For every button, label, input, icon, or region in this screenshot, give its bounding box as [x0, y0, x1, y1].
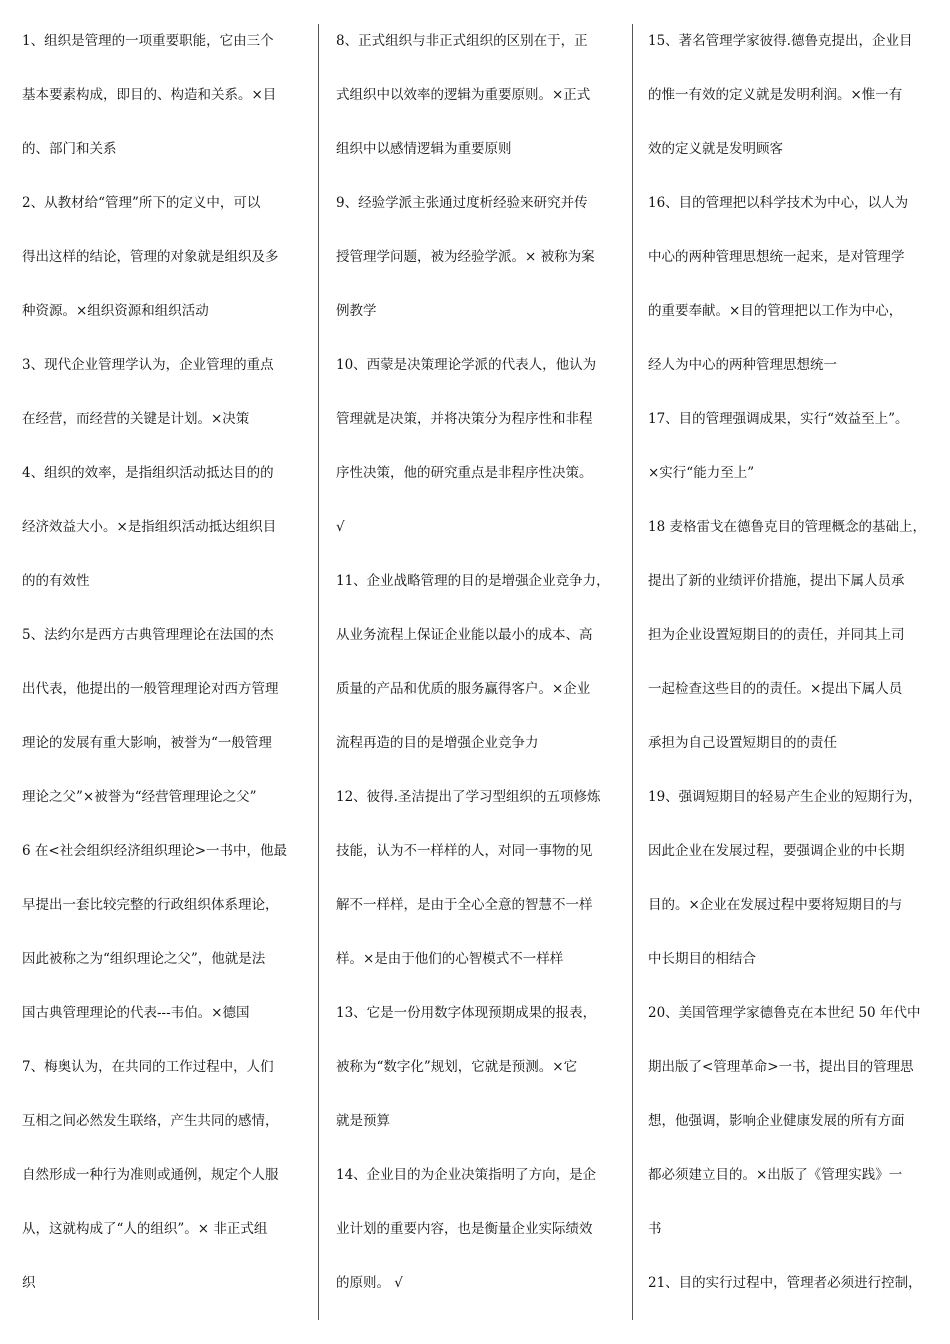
- text-line: 书: [648, 1221, 662, 1237]
- text-line: ×实行“能力至上”: [648, 465, 755, 481]
- text-line: 11、企业战略管理的目的是增强企业竞争力，: [336, 573, 610, 589]
- text-line: 的、部门和关系: [22, 141, 117, 157]
- text-line: 都必须建立目的。×出版了《管理实践》一: [648, 1167, 903, 1183]
- text-line: 7、梅奥认为，在共同的工作过程中，人们: [22, 1059, 274, 1075]
- text-line: 从业务流程上保证企业能以最小的成本、高: [336, 627, 593, 643]
- text-line: 1、组织是管理的一项重要职能，它由三个: [22, 33, 274, 49]
- text-line: 10、西蒙是决策理论学派的代表人，他认为: [336, 357, 597, 373]
- text-line: 自然形成一种行为准则或通例，规定个人服: [22, 1167, 279, 1183]
- text-line: 17、目的管理强调成果，实行“效益至上”。: [648, 411, 909, 427]
- text-line: 中长期目的相结合: [648, 951, 756, 967]
- text-line: 技能，认为不一样样的人，对同一事物的见: [336, 843, 593, 859]
- text-line: 样。×是由于他们的心智模式不一样样: [336, 951, 564, 967]
- text-line: 4、组织的效率，是指组织活动抵达目的的: [22, 465, 274, 481]
- text-line: 业计划的重要内容，也是衡量企业实际绩效: [336, 1221, 593, 1237]
- column-divider-1: [318, 24, 319, 1320]
- text-line: 例教学: [336, 303, 377, 319]
- text-line: 理论之父”×被誉为“经营管理理论之父”: [22, 789, 257, 805]
- text-line: 因此企业在发展过程，要强调企业的中长期: [648, 843, 905, 859]
- text-line: 国古典管理理论的代表---韦伯。×德国: [22, 1005, 250, 1021]
- text-line: 解不一样样，是由于全心全意的智慧不一样: [336, 897, 593, 913]
- text-line: 提出了新的业绩评价措施，提出下属人员承: [648, 573, 905, 589]
- text-line: 从，这就构成了“人的组织”。× 非正式组: [22, 1221, 268, 1237]
- text-line: 经人为中心的两种管理思想统一: [648, 357, 837, 373]
- text-line: 的重要奉献。×目的管理把以工作为中心，: [648, 303, 903, 319]
- text-line: 经济效益大小。×是指组织活动抵达组织目: [22, 519, 277, 535]
- text-line: 互相之间必然发生联络，产生共同的感情，: [22, 1113, 279, 1129]
- text-line: 担为企业设置短期目的的责任，并同其上司: [648, 627, 905, 643]
- text-line: 13、它是一份用数字体现预期成果的报表，: [336, 1005, 597, 1021]
- text-line: 出代表，他提出的一般管理理论对西方管理: [22, 681, 279, 697]
- text-line: √: [336, 519, 345, 535]
- text-line: 得出这样的结论，管理的对象就是组织及多: [22, 249, 279, 265]
- text-line: 16、目的管理把以科学技术为中心，以人为: [648, 195, 909, 211]
- text-line: 授管理学问题，被为经验学派。× 被称为案: [336, 249, 595, 265]
- text-line: 9、经验学派主张通过度析经验来研究并传: [336, 195, 588, 211]
- text-line: 的惟一有效的定义就是发明利润。×惟一有: [648, 87, 903, 103]
- text-line: 3、现代企业管理学认为，企业管理的重点: [22, 357, 274, 373]
- text-line: 流程再造的目的是增强企业竞争力: [336, 735, 539, 751]
- text-line: 就是预算: [336, 1113, 390, 1129]
- text-line: 式组织中以效率的逻辑为重要原则。×正式: [336, 87, 591, 103]
- text-line: 15、著名管理学家彼得.德鲁克提出，企业目: [648, 33, 913, 49]
- text-line: 8、正式组织与非正式组织的区别在于，正: [336, 33, 588, 49]
- text-line: 织: [22, 1275, 36, 1291]
- text-column-1: [22, 14, 318, 1310]
- text-line: 2、从教材给“管理”所下的定义中，可以: [22, 195, 261, 211]
- text-line: 种资源。×组织资源和组织活动: [22, 303, 209, 319]
- text-line: 早提出一套比较完整的行政组织体系理论，: [22, 897, 279, 913]
- text-line: 21、目的实行过程中，管理者必须进行控制，: [648, 1275, 922, 1291]
- text-line: 期出版了<管理革命>一书，提出目的管理思: [648, 1059, 914, 1075]
- text-line: 中心的两种管理思想统一起来，是对管理学: [648, 249, 905, 265]
- text-line: 质量的产品和优质的服务赢得客户。×企业: [336, 681, 591, 697]
- text-line: 5、法约尔是西方古典管理理论在法国的杰: [22, 627, 274, 643]
- text-line: 目的。×企业在发展过程中要将短期目的与: [648, 897, 903, 913]
- text-line: 的的有效性: [22, 573, 90, 589]
- text-line: 效的定义就是发明顾客: [648, 141, 783, 157]
- text-line: 承担为自己设置短期目的的责任: [648, 735, 837, 751]
- text-line: 理论的发展有重大影响，被誉为“一般管理: [22, 735, 272, 751]
- text-line: 序性决策，他的研究重点是非程序性决策。: [336, 465, 593, 481]
- text-line: 想，他强调，影响企业健康发展的所有方面: [648, 1113, 905, 1129]
- text-line: 管理就是决策，并将决策分为程序性和非程: [336, 411, 593, 427]
- text-line: 组织中以感情逻辑为重要原则: [336, 141, 512, 157]
- text-line: 因此被称之为“组织理论之父”，他就是法: [22, 951, 266, 967]
- text-line: 基本要素构成，即目的、构造和关系。×目: [22, 87, 277, 103]
- text-line: 14、企业目的为企业决策指明了方向，是企: [336, 1167, 597, 1183]
- text-line: 被称为“数字化”规划，它就是预测。×它: [336, 1059, 578, 1075]
- text-line: 一起检查这些目的的责任。×提出下属人员: [648, 681, 903, 697]
- text-line: 12、彼得.圣洁提出了学习型组织的五项修炼: [336, 789, 601, 805]
- text-line: 的原则。 √: [336, 1275, 403, 1291]
- text-column-3: [648, 14, 944, 1310]
- text-line: 19、强调短期目的轻易产生企业的短期行为，: [648, 789, 922, 805]
- text-column-2: [336, 14, 628, 1310]
- text-line: 6 在<社会组织经济组织理论>一书中，他最: [22, 843, 288, 859]
- text-line: 在经营，而经营的关键是计划。×决策: [22, 411, 250, 427]
- text-line: 20、美国管理学家德鲁克在本世纪 50 年代中: [648, 1005, 921, 1021]
- column-divider-2: [632, 24, 633, 1320]
- text-line: 18 麦格雷戈在德鲁克目的管理概念的基础上，: [648, 519, 926, 535]
